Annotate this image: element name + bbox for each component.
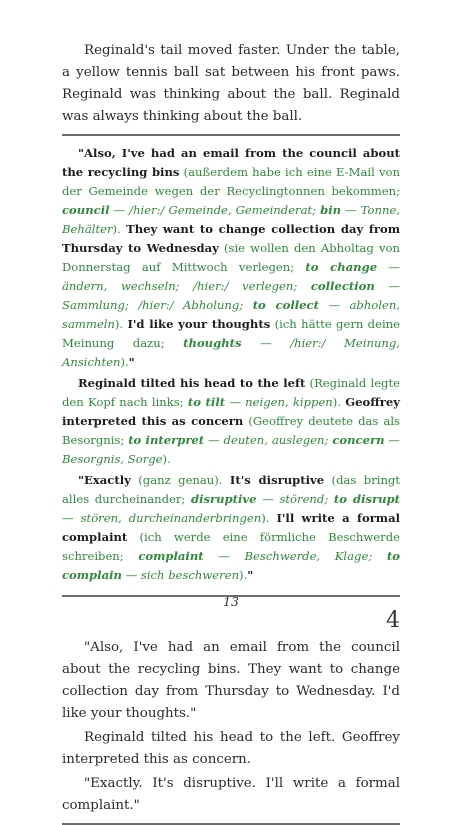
german-gloss: ). bbox=[112, 222, 127, 236]
vocab-definition: — Sammlung; /hier:/ Abholung; bbox=[62, 279, 400, 312]
annotated-paragraph-1 bbox=[62, 144, 400, 372]
english-phrase: Geoffrey interpreted this as concern bbox=[62, 395, 400, 428]
vocab-definition: — Besorgnis, Sorge bbox=[62, 433, 401, 466]
german-gloss: (sie wollen den Abholtag von Donnerstag auf Mittwoch verlegen; bbox=[62, 241, 400, 274]
annotated-paragraph-3 bbox=[62, 471, 400, 585]
vocab-term: collection bbox=[310, 279, 375, 293]
annotated-block bbox=[62, 136, 400, 595]
vocab-definition: — deuten, auslegen; bbox=[204, 433, 333, 447]
german-gloss: (Reginald legte den Kopf nach links; bbox=[62, 376, 400, 409]
plain-paragraph-1: "Also, I've had an email from the council about the recycling bins. They want to change collection day from Thursday to Wednesday. I'd like your thoughts." bbox=[62, 640, 400, 721]
intro-paragraph: Reginald's tail moved faster. Under the table, a yellow tennis ball sat between his front paws. Reginald was thinking about the ball. Reginald was always thinking about the ball. bbox=[62, 43, 400, 124]
vocab-term: council bbox=[62, 203, 110, 217]
vocab-term: complaint bbox=[138, 549, 204, 563]
vocab-definition: — stören, durcheinanderbringen bbox=[62, 511, 262, 525]
vocab-term: concern bbox=[332, 433, 385, 447]
german-gloss: (ich hätte gern deine Meinung dazu; bbox=[62, 317, 400, 350]
english-phrase: " bbox=[128, 355, 135, 369]
page-content bbox=[62, 40, 400, 825]
english-phrase: "Exactly bbox=[78, 473, 131, 487]
vocab-definition: — Tonne, Behälter bbox=[62, 203, 400, 236]
english-phrase: It's disruptive bbox=[229, 473, 325, 487]
vocab-definition: — sich beschweren bbox=[121, 568, 240, 582]
vocab-term: to tilt bbox=[187, 395, 226, 409]
german-gloss: ). bbox=[239, 568, 248, 582]
german-gloss: ). bbox=[162, 452, 171, 466]
vocab-term: disruptive bbox=[190, 492, 257, 506]
vocab-term: bin bbox=[320, 203, 342, 217]
vocab-term: to disrupt bbox=[333, 492, 401, 506]
plain-paragraph-2: Reginald tilted his head to the left. Geoffrey interpreted this as concern. bbox=[62, 730, 400, 767]
german-gloss: (außerdem habe ich eine E-Mail von der Gemeinde wegen der Recyclingtonnen bekommen; bbox=[62, 165, 400, 198]
german-gloss: ). bbox=[114, 317, 128, 331]
english-phrase: "Also, I've had an email from the council about the recycling bins bbox=[62, 146, 400, 179]
german-gloss: ). bbox=[332, 395, 346, 409]
vocab-definition: — neigen, kippen bbox=[225, 395, 333, 409]
german-gloss: (ganz genau). bbox=[130, 473, 230, 487]
german-gloss: ). bbox=[261, 511, 277, 525]
vocab-definition: — störend; bbox=[256, 492, 334, 506]
german-gloss: (Geoffrey deutete das als Besorgnis; bbox=[62, 414, 400, 447]
english-phrase: " bbox=[247, 568, 254, 582]
english-phrase: They want to change collection day from Thursday to Wednesday bbox=[62, 222, 400, 255]
vocab-definition: — /hier:/ Gemeinde, Gemeinderat; bbox=[109, 203, 321, 217]
annotated-paragraph-2 bbox=[62, 374, 400, 469]
vocab-definition: — ändern, wechseln; /hier:/ verlegen; bbox=[62, 260, 401, 293]
vocab-definition: — abholen, sammeln bbox=[62, 298, 400, 331]
plain-paragraph-3: "Exactly. It's disruptive. I'll write a formal complaint." bbox=[62, 776, 400, 813]
german-gloss: (das bringt alles durcheinander; bbox=[62, 473, 401, 506]
vocab-term: thoughts bbox=[183, 336, 242, 350]
vocab-term: to collect bbox=[252, 298, 319, 312]
section-number: 4 bbox=[386, 608, 400, 633]
vocab-term: to change bbox=[305, 260, 378, 274]
vocab-term: to interpret bbox=[128, 433, 205, 447]
english-phrase: I'd like your thoughts bbox=[127, 317, 271, 331]
vocab-definition: — Beschwerde, Klage; bbox=[203, 549, 387, 563]
german-gloss: (ich werde eine förmliche Beschwerde schreiben; bbox=[62, 530, 400, 563]
vocab-definition: — /hier:/ Meinung, Ansichten bbox=[62, 336, 400, 369]
page-number: 13 bbox=[223, 594, 239, 609]
english-phrase: Reginald tilted his head to the left bbox=[78, 376, 306, 390]
vocab-term: to complain bbox=[62, 549, 400, 582]
english-phrase: I'll write a formal complaint bbox=[62, 511, 400, 544]
german-gloss: ). bbox=[120, 355, 129, 369]
